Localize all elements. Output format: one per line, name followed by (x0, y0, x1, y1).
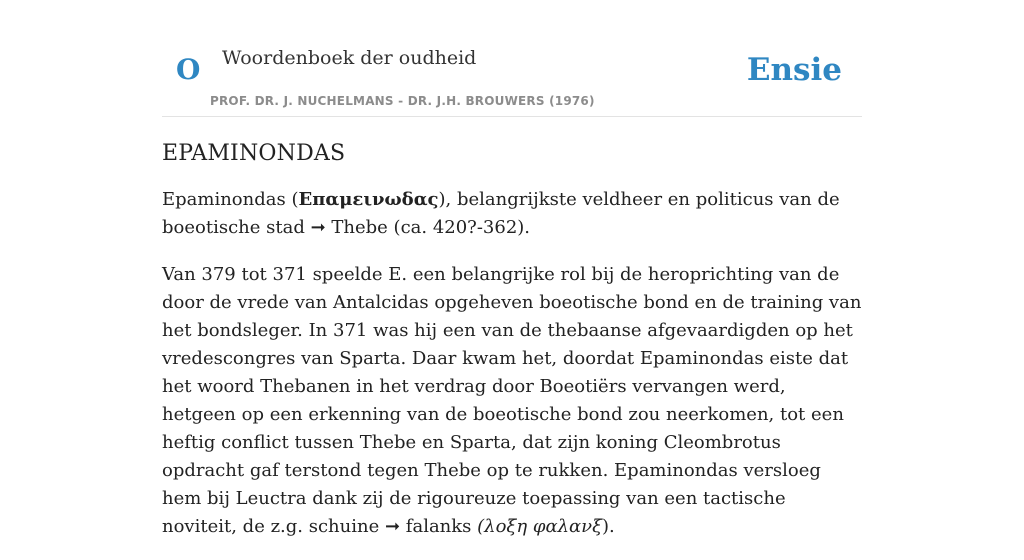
entry-title: EPAMINONDAS (162, 141, 346, 166)
paragraph-text: ). (602, 516, 615, 537)
book-title[interactable]: Woordenboek der oudheid (222, 47, 477, 69)
paragraph-text: Epaminondas ( (162, 189, 299, 210)
letter-badge[interactable]: O (176, 53, 201, 86)
arrow-icon: ➞ (384, 516, 401, 537)
entry-content (162, 136, 862, 560)
ensie-logo[interactable]: Ensie (746, 52, 842, 88)
book-authors: PROF. DR. J. NUCHELMANS - DR. J.H. BROUWERS (1976) (210, 94, 595, 108)
header (162, 0, 862, 117)
greek-name: Επαμεινωδας (298, 189, 439, 210)
paragraph-text: (ca. 420?-362). (387, 217, 531, 238)
paragraph-text: Van 379 tot 371 speelde E. een belangrijke rol bij de heroprichting van de door de vrede van Antalcidas opgeheven boeotische bond en de training van het bondsleger. In 371 was hij een van de thebaanse afgevaardigden op het vredescongres van Sparta. Daar kwam het, doordat Epaminondas eiste dat het woord Thebanen in het verdrag door Boeotiërs vervangen werd, hetgeen op een erkenning van de boeotische bond zou neerkomen, tot een heftig conflict tussen Thebe en Sparta, dat zijn koning Cleombrotus opdracht gaf terstond tegen Thebe op te rukken. Epaminondas versloeg hem bij Leuctra dank zij de rigoureuze toepassing van een tactische noviteit, de z.g. schuine (162, 264, 862, 537)
link-falanks[interactable]: falanks (400, 516, 472, 537)
link-thebe[interactable]: Thebe (325, 217, 388, 238)
entry-paragraph (162, 261, 862, 541)
greek-term: (λοξη φαλανξ (477, 516, 603, 537)
paragraph-text: ), belangrijkste veldheer en politicus van de boeotische stad (162, 189, 840, 238)
arrow-icon: ➞ (310, 217, 326, 238)
entry-paragraph (162, 186, 862, 242)
